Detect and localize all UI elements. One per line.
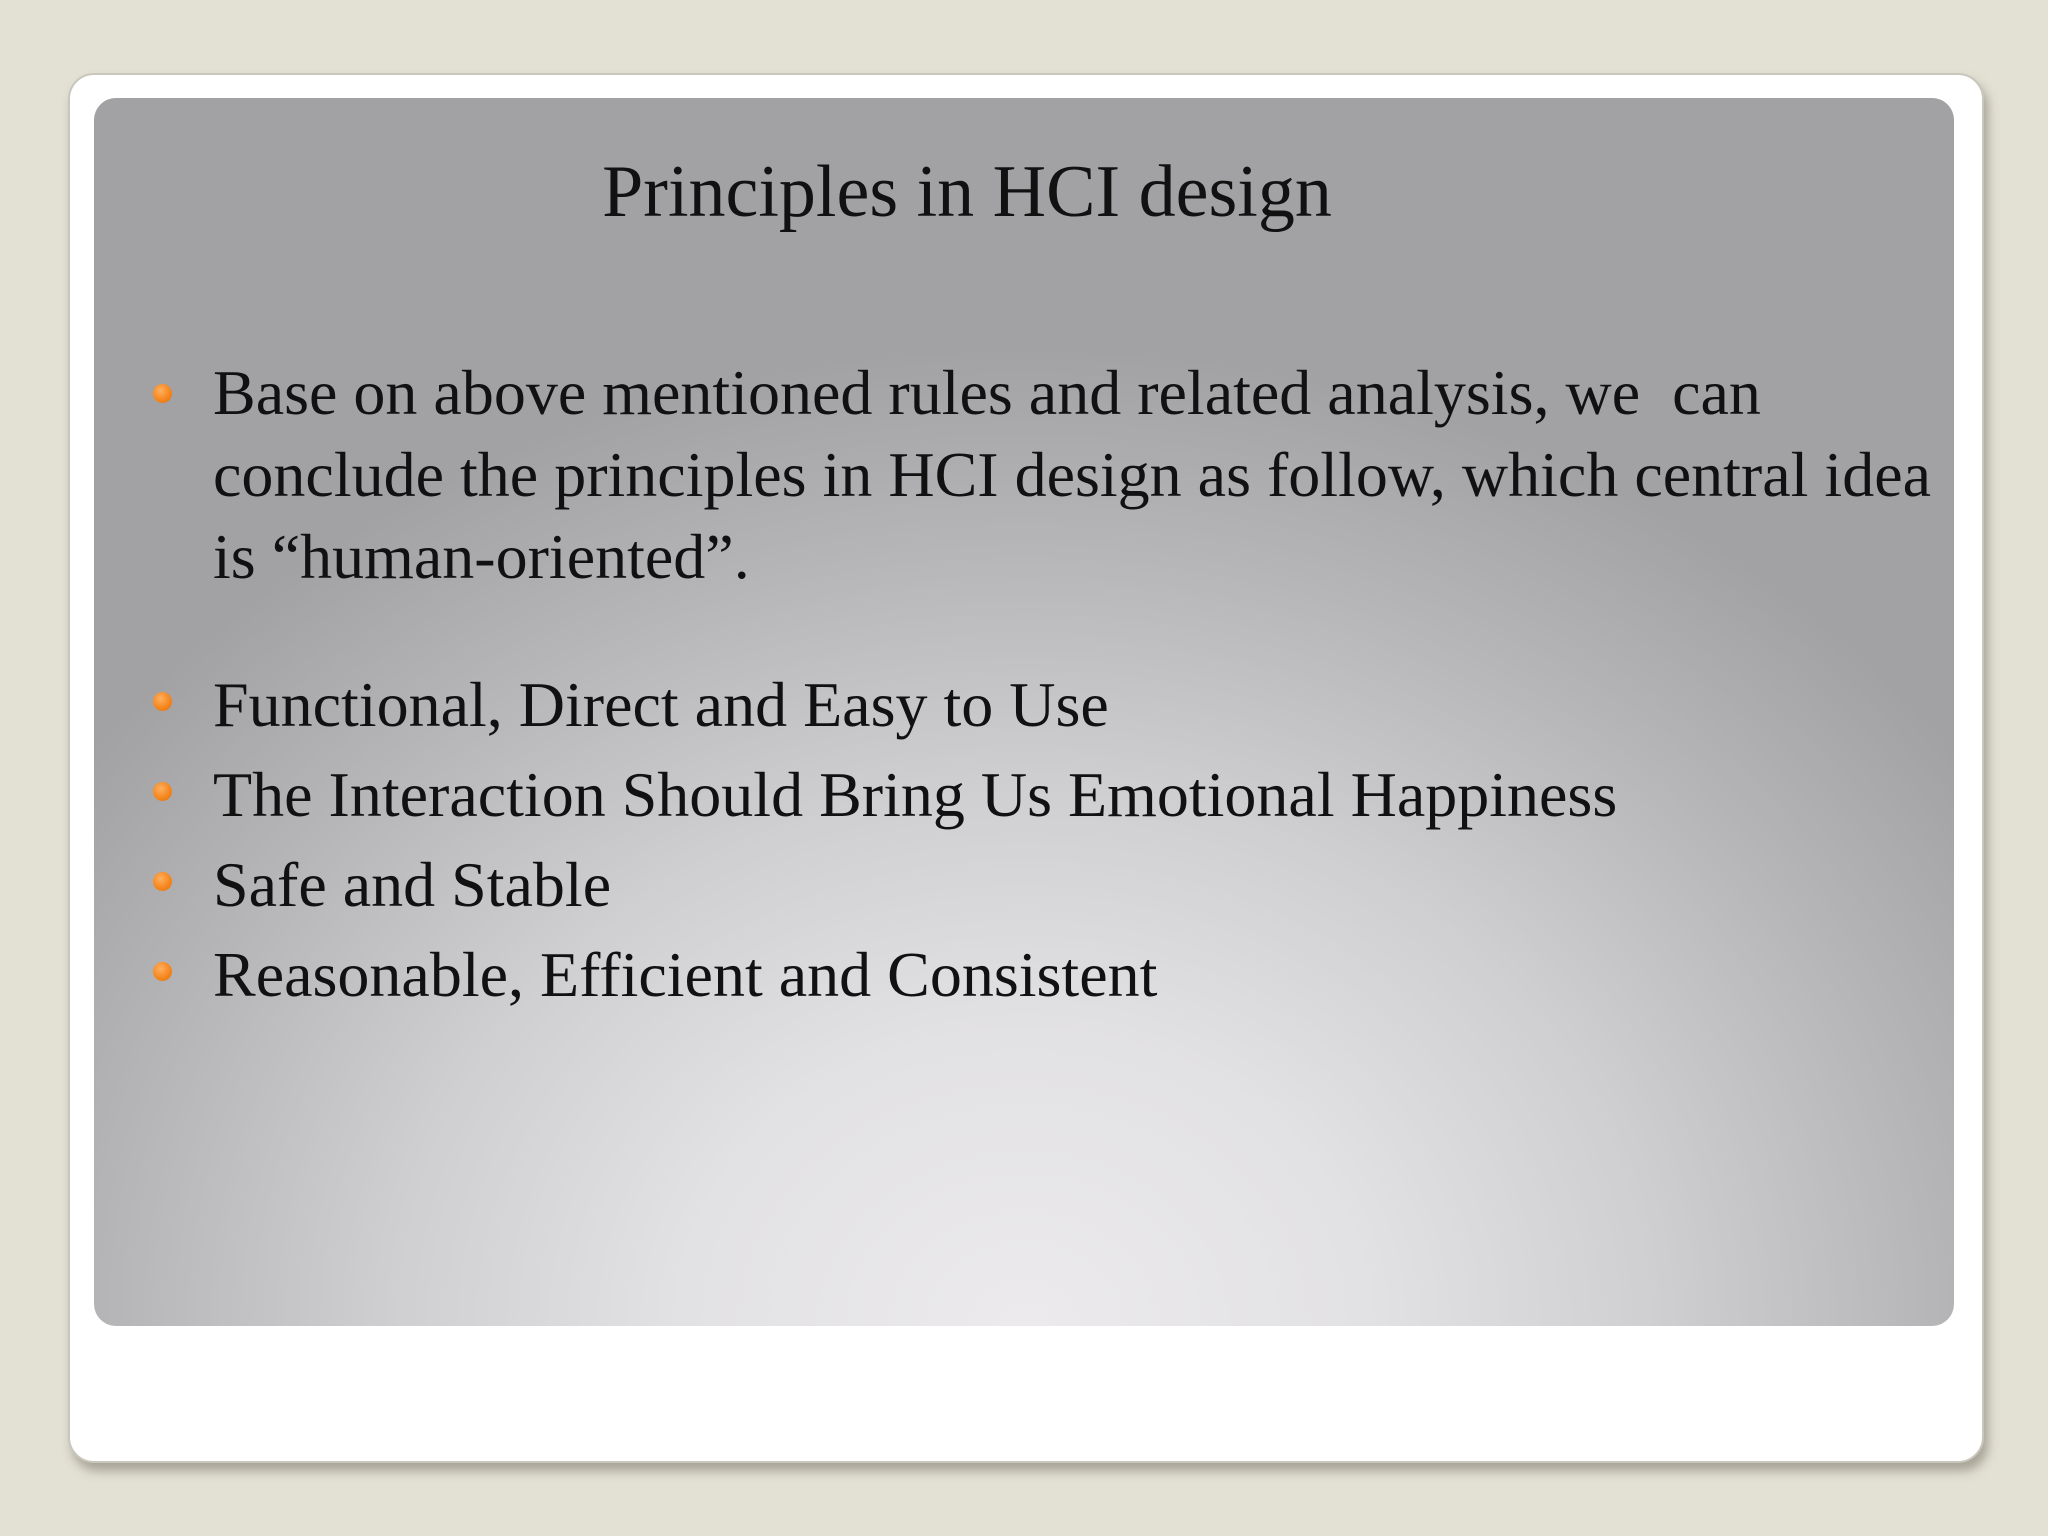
principle-text: Reasonable, Efficient and Consistent (213, 939, 1158, 1010)
principle-bullet (213, 840, 1933, 930)
principle-bullet (213, 750, 1933, 840)
principle-bullet (213, 660, 1933, 750)
bullet-dot-icon (153, 962, 172, 981)
slide-title: Principles in HCI design (602, 151, 1332, 233)
principle-text: Safe and Stable (213, 849, 612, 920)
principle-text: Functional, Direct and Easy to Use (213, 669, 1109, 740)
bullet-dot-icon (153, 782, 172, 801)
bullet-list (213, 352, 1933, 1020)
intro-bullet (213, 352, 1933, 598)
bullet-dot-icon (153, 384, 172, 403)
bullet-dot-icon (153, 692, 172, 711)
intro-text: Base on above mentioned rules and related analysis, we can conclude the principles in HCI design as follow, which central idea is “human-oriented”. (213, 357, 1931, 592)
bullet-dot-icon (153, 872, 172, 891)
principle-text: The Interaction Should Bring Us Emotional Happiness (213, 759, 1618, 830)
principle-bullet (213, 930, 1933, 1020)
